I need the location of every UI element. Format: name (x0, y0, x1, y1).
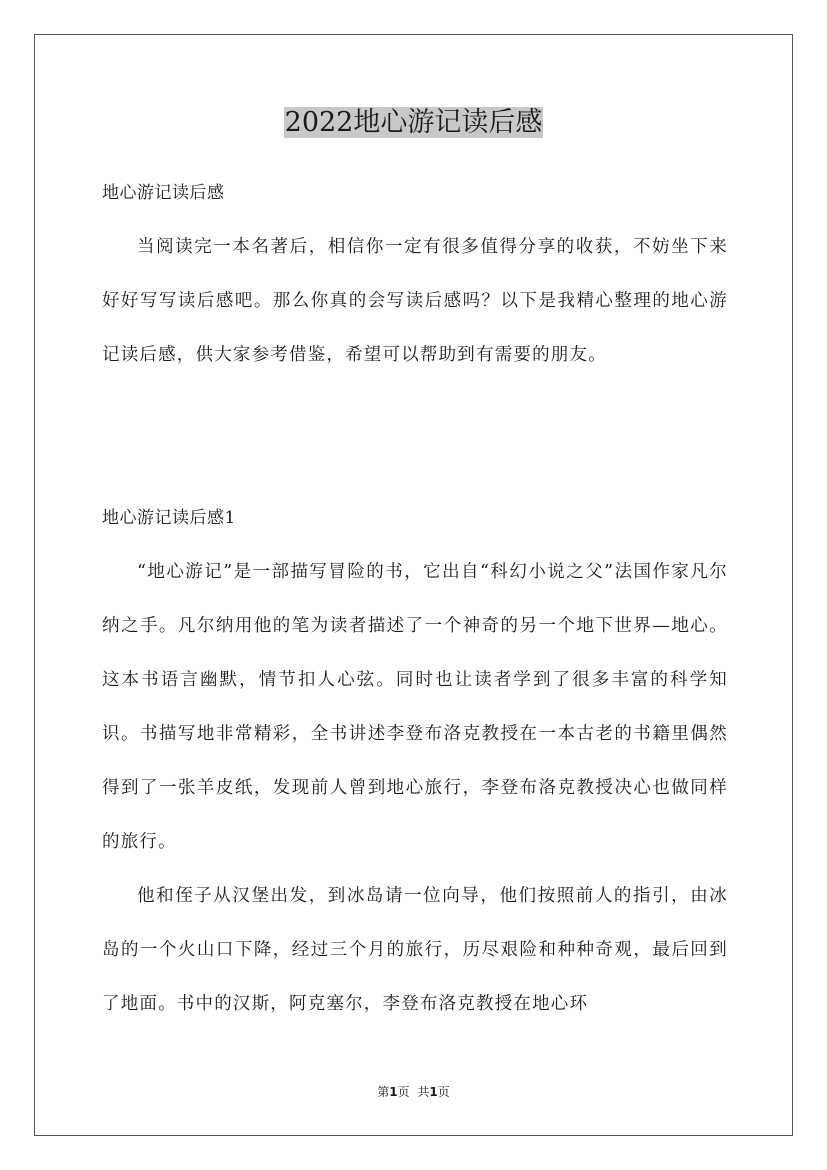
footer-total-pages: 1 (429, 1085, 438, 1099)
footer-page-prefix: 第 (377, 1085, 390, 1099)
document-title-text: 2022地心游记读后感 (284, 107, 543, 138)
document-subtitle: 地心游记读后感 (102, 183, 225, 203)
footer-page-suffix: 页 (397, 1085, 410, 1099)
page-footer (0, 1083, 827, 1101)
footer-page-number: 1 (389, 1085, 398, 1099)
document-title (0, 104, 827, 142)
section-1-paragraph-2: 他和侄子从汉堡出发，到冰岛请一位向导，他们按照前人的指引，由冰岛的一个火山口下降，经过三个月的旅行，历尽艰险和种种奇观，最后回到了地面。书中的汉斯，阿克塞尔，李登布洛克教授在地心环 (102, 886, 728, 1014)
section-1-paragraph-1: “地心游记”是一部描写冒险的书，它出自“科幻小说之父”法国作家凡尔纳之手。凡尔纳用他的笔为读者描述了一个神奇的另一个地下世界—地心。这本书语言幽默，情节扣人心弦。同时也让读者学到了很多丰富的科学知识。书描写地非常精彩，全书讲述李登布洛克教授在一本古老的书籍里偶然得到了一张羊皮纸，发现前人曾到地心旅行，李登布洛克教授决心也做同样的旅行。 (102, 562, 728, 852)
footer-total-suffix: 页 (437, 1085, 450, 1099)
footer-total-prefix: 共 (417, 1085, 430, 1099)
section-1-heading: 地心游记读后感1 (102, 508, 236, 528)
intro-paragraph: 当阅读完一本名著后，相信你一定有很多值得分享的收获，不妨坐下来好好写写读后感吧。那么你真的会写读后感吗？以下是我精心整理的地心游记读后感，供大家参考借鉴，希望可以帮助到有需要的朋友。 (102, 237, 728, 365)
